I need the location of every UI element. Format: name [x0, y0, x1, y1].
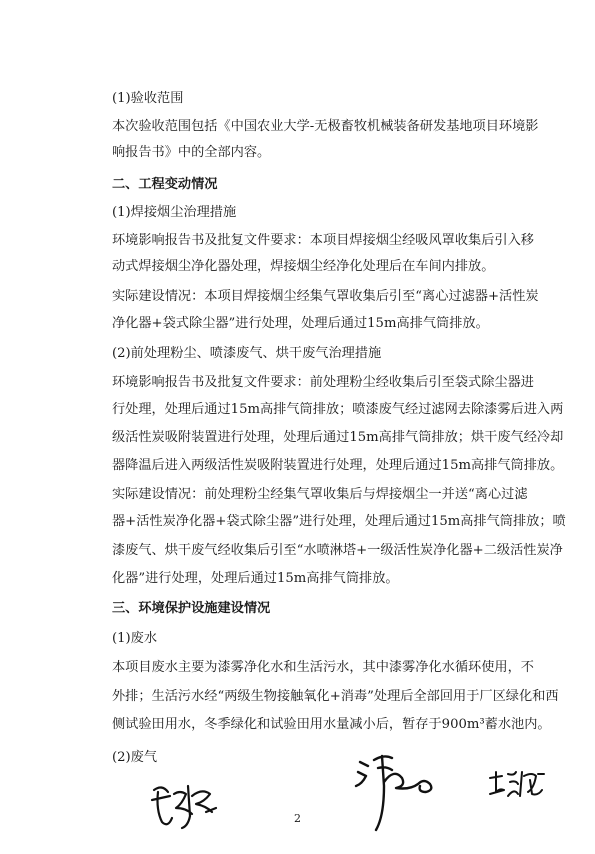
- paragraph-line: 级活性炭吸附装置进行处理，处理后通过15m高排气筒排放；烘干废气经冷却: [112, 430, 564, 445]
- paragraph-line: 本次验收范围包括《中国农业大学-无极畜牧机械装备研发基地项目环境影: [112, 119, 539, 134]
- paragraph-line: 实际建设情况：前处理粉尘经集气罩收集后与焊接烟尘一并送“离心过滤: [112, 487, 528, 502]
- page-number: 2: [294, 812, 301, 825]
- paragraph-line: 净化器+袋式除尘器”进行处理，处理后通过15m高排气筒排放。: [112, 316, 489, 331]
- paragraph-line: 外排；生活污水经“两级生物接触氧化+消毒”处理后全部回用于厂区绿化和西: [112, 689, 559, 704]
- paragraph-line: 侧试验田用水，冬季绿化和试验田用水量减小后，暂存于900m³蓄水池内。: [112, 717, 551, 732]
- paragraph-line: 环境影响报告书及批复文件要求：本项目焊接烟尘经吸风罩收集后引入移: [112, 233, 534, 248]
- section-title-engineering-changes: 二、工程变动情况: [112, 177, 218, 192]
- section-heading-acceptance-scope: (1)验收范围: [112, 91, 184, 106]
- paragraph-line: 漆废气、烘干废气经收集后引至“水喷淋塔+一级活性炭净化器+二级活性炭净: [112, 543, 563, 558]
- paragraph-line: 响报告书》中的全部内容。: [112, 145, 271, 160]
- signature-right: [486, 766, 548, 806]
- paragraph-line: 器降温后进入两级活性炭吸附装置进行处理，处理后通过15m高排气筒排放。: [112, 458, 564, 473]
- paragraph-line: 本项目废水主要为漆雾净化水和生活污水，其中漆雾净化水循环使用，不: [112, 660, 534, 675]
- paragraph-line: 器+活性炭净化器+袋式除尘器”进行处理，处理后通过15m高排气筒排放；喷: [112, 514, 566, 529]
- subsection-heading-pretreatment: (2)前处理粉尘、喷漆废气、烘干废气治理措施: [112, 346, 382, 361]
- subsection-heading-wastewater: (1)废水: [112, 631, 158, 646]
- paragraph-line: 化器”进行处理，处理后通过15m高排气筒排放。: [112, 571, 399, 586]
- paragraph-line: 动式焊接烟尘净化器处理，焊接烟尘经净化处理后在车间内排放。: [112, 259, 495, 274]
- subsection-heading-exhaust-gas: (2)废气: [112, 750, 158, 765]
- paragraph-line: 环境影响报告书及批复文件要求：前处理粉尘经收集后引至袋式除尘器进: [112, 375, 534, 390]
- paragraph-line: 实际建设情况：本项目焊接烟尘经集气罩收集后引至“离心过滤器+活性炭: [112, 289, 539, 304]
- section-title-environmental-facilities: 三、环境保护设施建设情况: [112, 601, 271, 616]
- subsection-heading-welding-fumes: (1)焊接烟尘治理措施: [112, 205, 237, 220]
- paragraph-line: 行处理，处理后通过15m高排气筒排放；喷漆废气经过滤网去除漆雾后进入两: [112, 402, 564, 417]
